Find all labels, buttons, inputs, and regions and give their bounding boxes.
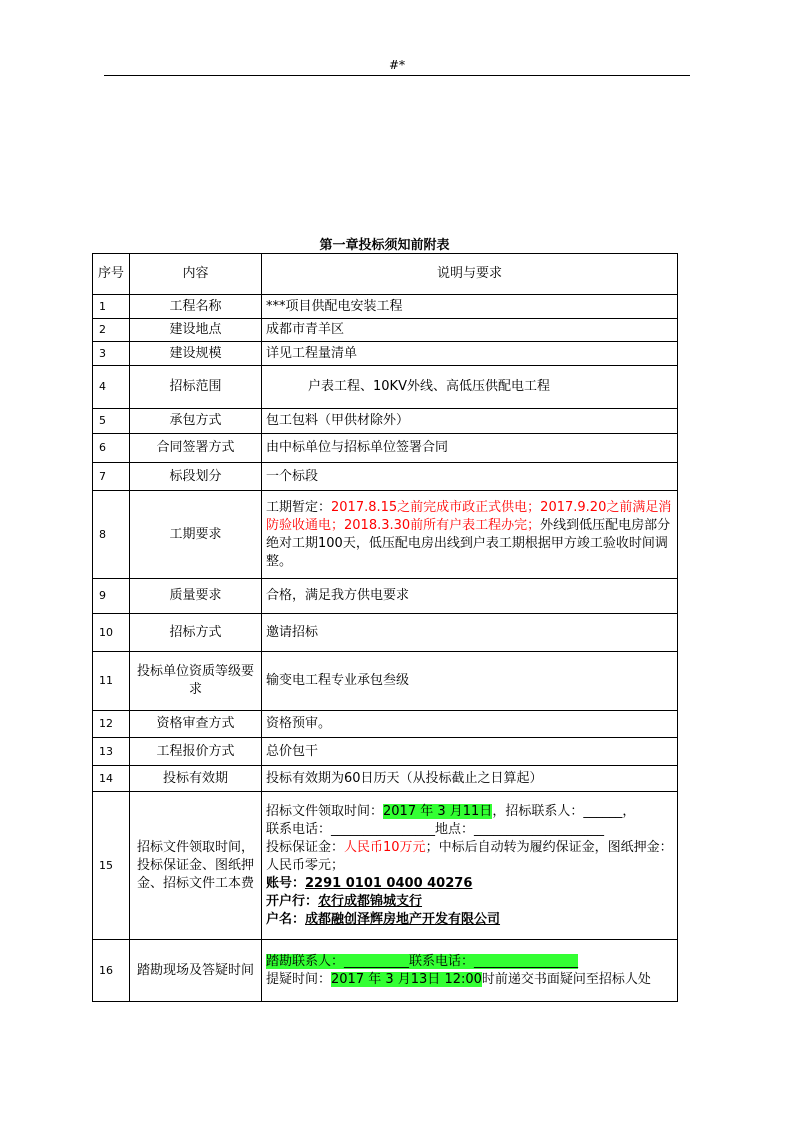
header-no: 序号 — [93, 254, 130, 295]
table-row — [93, 614, 678, 652]
row-desc — [262, 491, 678, 579]
question-deadline-line — [266, 971, 673, 989]
account-value: 2291 0101 0400 40276 — [305, 875, 473, 891]
row-no: 7 — [93, 463, 130, 491]
row-item: 踏勘现场及答疑时间 — [130, 940, 262, 1002]
header-rule — [104, 75, 690, 76]
row-item: 投标单位资质等级要求 — [130, 652, 262, 711]
row-no: 6 — [93, 434, 130, 463]
site-visit-line — [266, 953, 673, 971]
row-item: 投标有效期 — [130, 766, 262, 792]
row-item: 建设地点 — [130, 319, 262, 342]
question-date: 2017 年 3 月13日 12:00 — [331, 971, 482, 987]
row-desc: 投标有效期为60日历天（从投标截止之日算起） — [262, 766, 678, 792]
row-item: 资格审查方式 — [130, 711, 262, 738]
table-row — [93, 463, 678, 491]
row-desc: 总价包干 — [262, 738, 678, 766]
table-row — [93, 766, 678, 792]
bank-value: 农行成都锦城支行 — [318, 893, 423, 909]
schedule-prefix: 工期暂定： — [266, 499, 332, 515]
row-no: 14 — [93, 766, 130, 792]
row-no: 9 — [93, 579, 130, 614]
bid-bond-label: 投标保证金： — [266, 839, 345, 855]
account-label: 账号： — [266, 875, 306, 891]
row-item: 合同签署方式 — [130, 434, 262, 463]
row-desc — [262, 940, 678, 1002]
bank-label: 开户行： — [266, 893, 319, 909]
holder-value: 成都融创泽辉房地产开发有限公司 — [305, 911, 501, 927]
row-desc: ***项目供配电安装工程 — [262, 295, 678, 319]
row-item: 承包方式 — [130, 409, 262, 434]
row-item: 招标文件领取时间，投标保证金、图纸押金、招标文件工本费 — [130, 792, 262, 940]
document-title: 第一章投标须知前附表 — [319, 238, 450, 253]
row-item: 工程名称 — [130, 295, 262, 319]
table-row — [93, 409, 678, 434]
schedule-rest: 外线到低压配电房部分绝对工期100天，低压配电房出线到户表工期根据甲方竣工验收时间调整。 — [266, 517, 671, 569]
row-desc: 合格，满足我方供电要求 — [262, 579, 678, 614]
phone-location-line: 联系电话：________________地点：____________________ — [266, 821, 605, 837]
doc-pickup-line — [266, 803, 673, 821]
row-desc: 户表工程、10KV外线、高低压供配电工程 — [262, 366, 678, 409]
row-desc: 一个标段 — [262, 463, 678, 491]
bid-bond-rest: ；中标后自动转为履约保证金，图纸押金：人民币零元； — [266, 839, 673, 873]
requirements-table — [92, 253, 678, 1002]
table-row — [93, 711, 678, 738]
row-no: 5 — [93, 409, 130, 434]
question-rest: 时前递交书面疑问至招标人处 — [481, 971, 651, 987]
table-row — [93, 366, 678, 409]
table-row — [93, 940, 678, 1002]
table-row — [93, 738, 678, 766]
row-desc: 详见工程量清单 — [262, 342, 678, 366]
row-item: 工期要求 — [130, 491, 262, 579]
row-no: 1 — [93, 295, 130, 319]
holder-line — [266, 911, 673, 929]
schedule-milestones: 2017.8.15之前完成市政正式供电；2017.9.20之前满足消防验收通电；2018.3.30前所有户表工程办完； — [266, 499, 672, 533]
doc-pickup-label: 招标文件领取时间： — [266, 803, 384, 819]
table-row — [93, 319, 678, 342]
row-no: 2 — [93, 319, 130, 342]
table-row — [93, 434, 678, 463]
row-no: 12 — [93, 711, 130, 738]
row-item: 招标方式 — [130, 614, 262, 652]
row-desc: 成都市青羊区 — [262, 319, 678, 342]
bid-bond-line — [266, 839, 673, 875]
row-item: 质量要求 — [130, 579, 262, 614]
table-row — [93, 491, 678, 579]
row-desc: 资格预审。 — [262, 711, 678, 738]
doc-pickup-contact: ，招标联系人：______， — [492, 803, 636, 819]
question-label: 提疑时间： — [266, 971, 332, 987]
row-item: 招标范围 — [130, 366, 262, 409]
row-desc: 输变电工程专业承包叁级 — [262, 652, 678, 711]
table-row — [93, 579, 678, 614]
doc-pickup-date: 2017 年 3 月11日 — [383, 803, 493, 819]
table-row — [93, 652, 678, 711]
row-no: 11 — [93, 652, 130, 711]
account-line — [266, 875, 673, 893]
table-row — [93, 295, 678, 319]
row-no: 16 — [93, 940, 130, 1002]
row-no: 15 — [93, 792, 130, 940]
row-no: 4 — [93, 366, 130, 409]
row-desc: 由中标单位与招标单位签署合同 — [262, 434, 678, 463]
row-desc: 包工包料（甲供材除外） — [262, 409, 678, 434]
page-header: #* — [388, 58, 406, 72]
site-visit-contact: 踏勘联系人：__________联系电话：________________ — [266, 953, 579, 969]
row-no: 13 — [93, 738, 130, 766]
row-no: 8 — [93, 491, 130, 579]
holder-label: 户名： — [266, 911, 306, 927]
table-row — [93, 342, 678, 366]
row-desc — [262, 792, 678, 940]
row-no: 3 — [93, 342, 130, 366]
row-desc: 邀请招标 — [262, 614, 678, 652]
table-row — [93, 792, 678, 940]
row-item: 工程报价方式 — [130, 738, 262, 766]
header-content: 内容 — [130, 254, 262, 295]
row-no: 10 — [93, 614, 130, 652]
table-header-row — [93, 254, 678, 295]
header-desc: 说明与要求 — [262, 254, 678, 295]
row-item: 标段划分 — [130, 463, 262, 491]
row-item: 建设规模 — [130, 342, 262, 366]
bid-bond-amount: 人民币10万元 — [344, 839, 426, 855]
bank-line — [266, 893, 673, 911]
